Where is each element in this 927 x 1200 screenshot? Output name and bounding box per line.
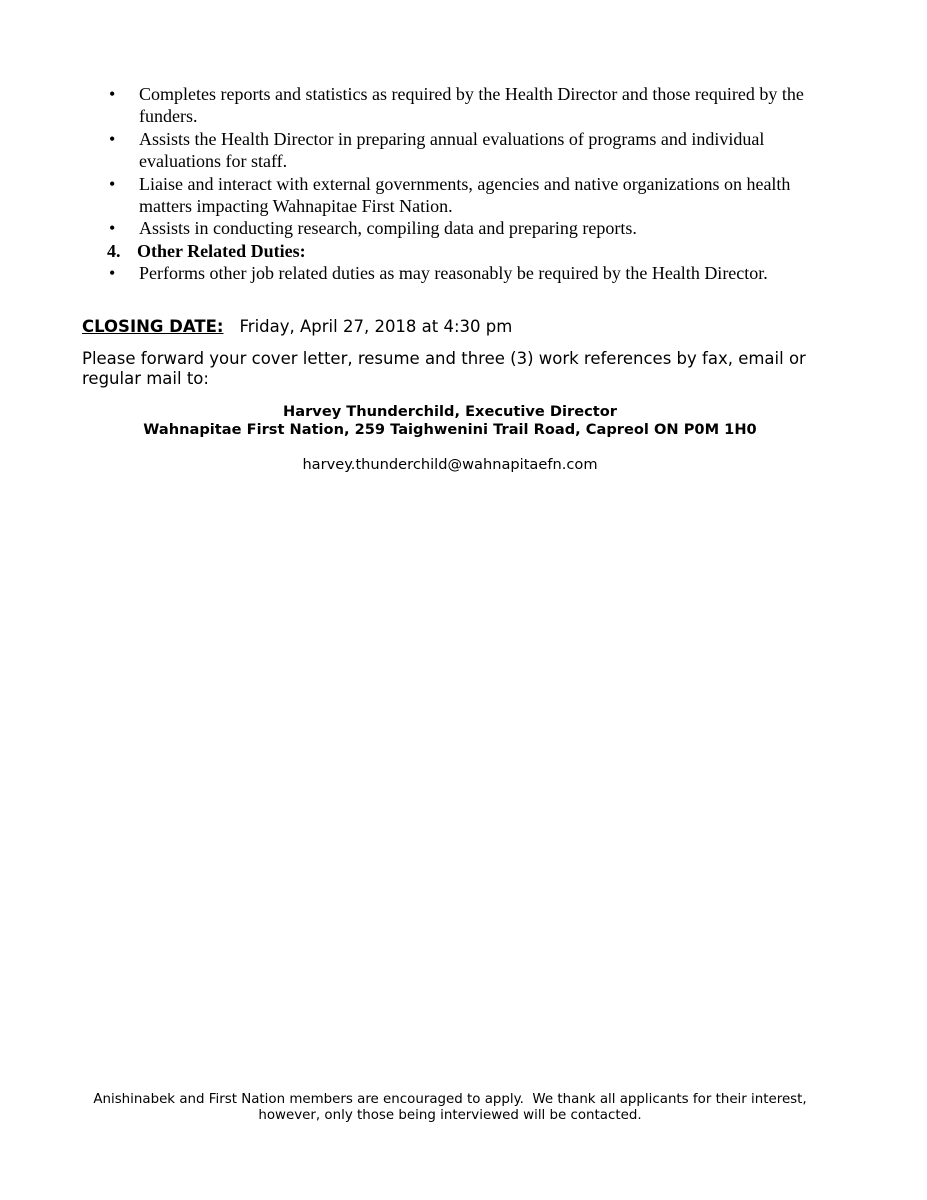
duty-text: Liaise and interact with external governments, agencies and native organizations on health matters impacting Wahnapitae First Nation. bbox=[139, 173, 791, 217]
duty-text: Assists the Health Director in preparing annual evaluations of programs and individual evaluations for staff. bbox=[139, 128, 765, 172]
contact-email: harvey.thunderchild@wahnapitaefn.com bbox=[302, 456, 598, 473]
bullet-icon: • bbox=[109, 84, 116, 104]
bullet-icon: • bbox=[109, 263, 116, 284]
list-item bbox=[107, 173, 827, 218]
duty-text: Completes reports and statistics as required by the Health Director and those required by the funders. bbox=[139, 84, 804, 127]
application-instructions: Please forward your cover letter, resume and three (3) work references by fax, email or regular mail to: bbox=[82, 349, 806, 388]
list-item bbox=[107, 262, 827, 284]
duties-list bbox=[107, 83, 827, 285]
bullet-icon: • bbox=[109, 218, 116, 239]
closing-date bbox=[82, 316, 512, 338]
closing-date-label: CLOSING DATE: bbox=[82, 317, 224, 336]
section-heading bbox=[107, 240, 827, 262]
bullet-icon: • bbox=[109, 173, 116, 194]
footer-line: Anishinabek and First Nation members are encouraged to apply. We thank all applicants for their interest, bbox=[93, 1092, 807, 1107]
footer-note bbox=[60, 1092, 840, 1124]
bullet-icon: • bbox=[109, 128, 116, 149]
contact-name: Harvey Thunderchild, Executive Director bbox=[283, 403, 617, 420]
footer-line: however, only those being interviewed will be contacted. bbox=[258, 1108, 642, 1123]
duty-text: Assists in conducting research, compiling data and preparing reports. bbox=[139, 218, 637, 239]
contact-block bbox=[82, 403, 818, 439]
section-heading-text: Other Related Duties: bbox=[137, 240, 306, 261]
closing-date-value: Friday, April 27, 2018 at 4:30 pm bbox=[239, 317, 513, 336]
list-item bbox=[107, 217, 827, 239]
list-item bbox=[107, 128, 827, 173]
section-number: 4. bbox=[107, 240, 121, 261]
duty-text: Performs other job related duties as may reasonably be required by the Health Director. bbox=[139, 263, 768, 284]
list-item bbox=[107, 83, 827, 128]
contact-address: Wahnapitae First Nation, 259 Taighwenini Trail Road, Capreol ON P0M 1H0 bbox=[143, 421, 757, 438]
